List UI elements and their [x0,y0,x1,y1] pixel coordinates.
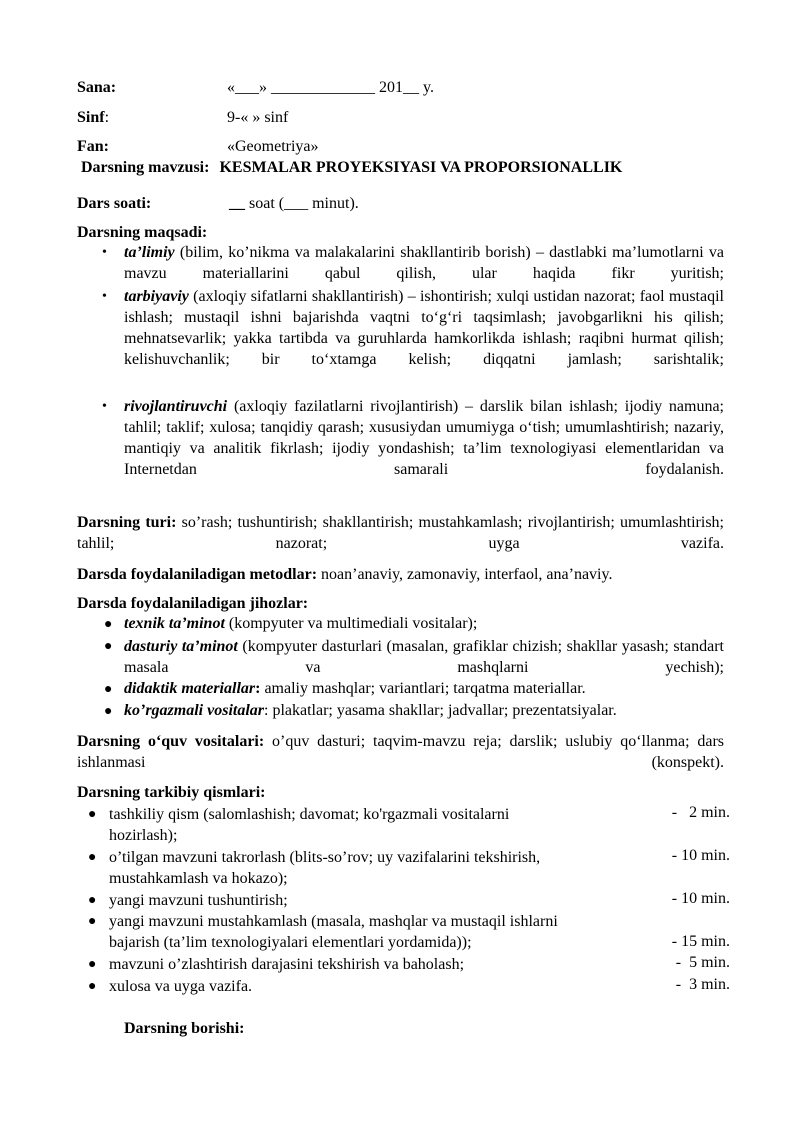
sinf-value: 9-« » sinf [227,109,289,126]
metodlar-text: noan’anaviy, zamonaviy, interfaol, ana’naviy. [317,566,613,583]
tarkib-item [109,976,639,997]
bullet-icon: ● [104,704,113,719]
tarkib-line2: mustahkamlash va hokazo); [109,870,288,887]
jihozlar-term: didaktik materiallar [124,680,256,697]
jihozlar-text: (kompyuter dasturlari (masalan, grafiklar chizish; shakllar yasash; standart masala va mashqlarni yechish); [124,638,725,676]
mavzu-label: Darsning mavzusi: [81,159,210,176]
tarkib-time: - 10 min. [671,890,730,907]
tarkib-line1: tashkiliy qism (salomlashish; davomat; ko'rgazmali vositalarni [109,806,510,823]
tarkib-line1: yangi mavzuni mustahkamlash (masala, mashqlar va mustaqil ishlarni [109,913,558,930]
bullet-icon: ● [104,617,113,632]
oquv-label: Darsning o‘quv vositalari: [77,733,265,750]
jihozlar-term: ko’rgazmali vositalar [124,702,265,719]
maqsad-term: rivojlantiruvchi [124,398,228,415]
tarkib-line2: hozirlash); [109,827,178,844]
maqsad-text: (axloqiy sifatlarni shakllantirish) – ishontirish; xulqi ustidan nazorat; faol mustaqil ishlash; mustaqil ishni bajarishda vaqtni to‘g‘ri taqsimlash; javobgarlikni his qilish; mehnatsevarlik; yakka tartibda va guruhlarda hamkorlikda ishlash; raqibni hurmat qilish; kelishuvchanlik; bir to‘xtamga kelish; diqqatni jamlash; sarishtalik; [124,288,724,368]
mavzu-value: KESMALAR PROYEKSIYASI VA PROPORSIONALLIK [219,159,623,176]
tarkib-item [109,911,649,953]
tarkib-line2: bajarish (ta’lim texnologiyalari elementlari yordamida)); [109,934,472,951]
soat-blank: __ [229,195,245,212]
maqsad-term: ta’limiy [124,244,175,261]
bullet-icon: • [102,289,107,304]
tarkib-line1: mavzuni o’zlashtirish darajasini tekshirish va baholash; [109,956,465,973]
bullet-icon: ● [104,639,113,654]
jihozlar-colon: : [255,680,261,697]
soat-value [229,194,359,214]
sana-label: Sana: [77,79,117,96]
fan-label: Fan: [77,138,109,155]
maqsad-item-tarbiyaviy [124,286,724,370]
bullet-icon: ● [104,682,113,697]
tarkib-line1: yangi mavzuni tushuntirish; [109,892,288,909]
sinf-label-text: Sinf [77,109,105,126]
tarkib-line1: xulosa va uyga vazifa. [109,978,253,995]
sinf-colon: : [104,109,110,126]
sana-value: «___» _____________ 201__ y. [227,79,434,96]
bullet-icon: • [102,399,107,414]
sinf-label [77,108,109,128]
bullet-icon: ● [88,850,97,865]
jihozlar-text: : plakatlar; yasama shakllar; jadvallar; prezentatsiyalar. [264,702,617,719]
metodlar-row [77,565,612,585]
jihozlar-heading: Darsda foydalaniladigan jihozlar: [77,595,309,612]
tarkib-time: - 15 min. [671,933,730,950]
bullet-icon: ● [88,807,97,822]
jihozlar-text: (kompyuter va multimediali vositalar); [224,615,478,632]
bullet-icon: ● [88,893,97,908]
maqsad-item-talimiy [124,242,724,284]
jihozlar-item-didaktik [124,679,586,699]
tarkib-time: - 5 min. [675,954,730,971]
jihozlar-text: amaliy mashqlar; variantlari; tarqatma materiallar. [260,680,586,697]
bullet-icon: ● [88,914,97,929]
tarkib-item [109,847,649,889]
jihozlar-term: dasturiy ta’minot [124,638,238,655]
jihozlar-item-texnik [124,614,477,634]
maqsad-text: (bilim, ko’nikma va malakalarini shakllantirib borish) – dastlabki ma’lumotlarni va mavzu materiallarini qabul qilish, ular haqida fikr yuritish; [124,244,724,282]
tarkib-time: - 2 min. [671,804,730,821]
maqsad-term: tarbiyaviy [124,288,189,305]
bullet-icon: ● [88,957,97,972]
turi-paragraph [77,512,724,554]
turi-text: so’rash; tushuntirish; shakllantirish; mustahkamlash; rivojlantirish; umumlashtirish; tahlil; nazorat; uyga vazifa. [77,514,724,552]
tarkib-line1: o’tilgan mavzuni takrorlash (blits-so’rov; uy vazifalarini tekshirish, [109,849,541,866]
tarkib-heading: Darsning tarkibiy qismlari: [77,784,266,801]
borishi-heading: Darsning borishi: [124,1020,245,1037]
fan-value: «Geometriya» [227,138,319,155]
tarkib-item [109,890,639,911]
tarkib-item [109,804,639,846]
tarkib-time: - 3 min. [675,976,730,993]
maqsad-text: (axloqiy fazilatlarni rivojlantirish) – darslik bilan ishlash; ijodiy namuna; tahlil; taklif; xulosa; tanqidiy qarash; xususiydan umumiyga o‘tish; umumlashtirish; nazariy, mantiqiy va analitik fikrlash; ijodiy yondashish; ta’lim texnologiyasi elementlaridan va Internetdan samarali foydalanish. [124,398,724,478]
bullet-icon: • [102,245,107,260]
bullet-icon: ● [88,979,97,994]
jihozlar-term: texnik ta’minot [124,615,225,632]
jihozlar-item-dasturiy [124,636,724,678]
soat-text: soat (___ minut). [245,195,359,212]
maqsad-item-rivojlantiruvchi [124,396,724,480]
maqsad-heading: Darsning maqsadi: [77,224,208,241]
jihozlar-item-korgazmali [124,701,617,721]
oquv-paragraph [77,731,724,773]
oquv-text: o’quv dasturi; taqvim-mavzu reja; darslik; uslubiy qo‘llanma; dars ishlanmasi (konspekt). [77,733,725,771]
metodlar-label: Darsda foydalaniladigan metodlar: [77,566,318,583]
turi-label: Darsning turi: [77,514,177,531]
tarkib-item [109,954,639,975]
mavzu-row [81,158,622,178]
tarkib-time: - 10 min. [671,847,730,864]
soat-label: Dars soati: [77,195,152,212]
